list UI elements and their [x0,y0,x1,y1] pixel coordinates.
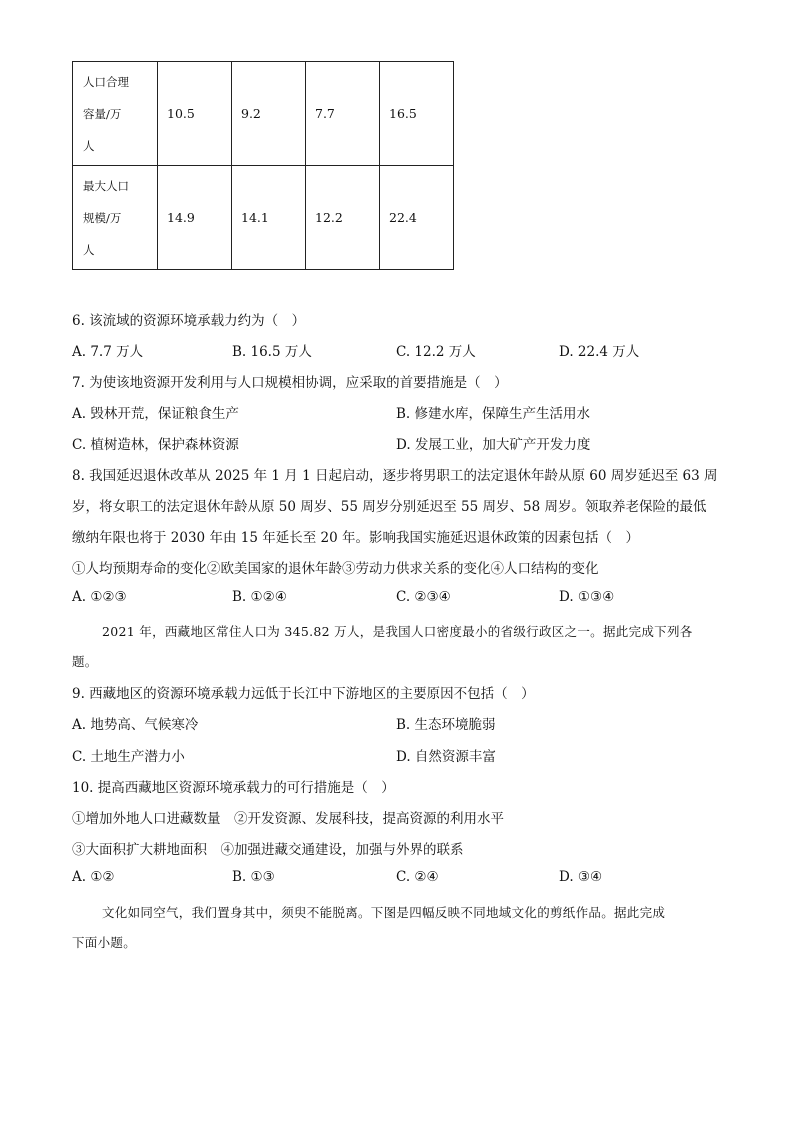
q8-option-d[interactable]: D. ①③④ [559,589,615,605]
q9-option-a[interactable]: A. 地势高、气候寒冷 [72,717,199,733]
table-cell: 10.5 [158,62,232,166]
q9-option-b[interactable]: B. 生态环境脆弱 [396,717,496,733]
q7-option-b[interactable]: B. 修建水库，保障生产生活用水 [396,406,591,422]
q10-option-b[interactable]: B. ①③ [232,869,275,885]
q8-option-c[interactable]: C. ②③④ [396,589,451,605]
table-row [73,166,454,270]
culture-intro-line-1: 文化如同空气，我们置身其中，须臾不能脱离。下图是四幅反映不同地域文化的剪纸作品。据此完成 [102,905,666,920]
q6-option-c[interactable]: C. 12.2 万人 [396,344,476,360]
table-cell: 12.2 [306,166,380,270]
q6-option-a[interactable]: A. 7.7 万人 [72,344,144,360]
q8-option-b[interactable]: B. ①②④ [232,589,287,605]
q7-option-c[interactable]: C. 植树造林，保护森林资源 [72,437,239,453]
q7-option-d[interactable]: D. 发展工业，加大矿产开发力度 [396,437,591,453]
row-label: 人口合理 容量/万 人 [73,62,158,166]
row-label: 最大人口 规模/万 人 [73,166,158,270]
question-8-stem-line-2: 岁，将女职工的法定退休年龄从原 50 周岁、55 周岁分别延迟至 55 周岁、58 周岁。领取养老保险的最低 [72,499,707,515]
question-10-choices-line-2: ③大面积扩大耕地面积 ④加强进藏交通建设，加强与外界的联系 [72,842,464,858]
table-cell: 9.2 [232,62,306,166]
q6-option-d[interactable]: D. 22.4 万人 [559,344,640,360]
question-8-stem-line-3: 缴纳年限也将于 2030 年由 15 年延长至 20 年。影响我国实施延迟退休政策的因素包括（ ） [72,530,639,546]
question-8-choices: ①人均预期寿命的变化②欧美国家的退休年龄③劳动力供求关系的变化④人口结构的变化 [72,561,599,577]
table-cell: 16.5 [380,62,454,166]
table-cell: 22.4 [380,166,454,270]
question-7-stem: 7. 为使该地资源开发利用与人口规模相协调，应采取的首要措施是（ ） [72,375,508,391]
table-row [73,62,454,166]
q9-option-d[interactable]: D. 自然资源丰富 [396,749,496,765]
question-9-stem: 9. 西藏地区的资源环境承载力远低于长江中下游地区的主要原因不包括（ ） [72,686,535,702]
table-cell: 14.1 [232,166,306,270]
q10-option-d[interactable]: D. ③④ [559,869,603,885]
q7-option-a[interactable]: A. 毁林开荒，保证粮食生产 [72,406,239,422]
q8-option-a[interactable]: A. ①②③ [72,589,127,605]
question-10-stem: 10. 提高西藏地区资源环境承载力的可行措施是（ ） [72,780,395,796]
table-cell: 14.9 [158,166,232,270]
question-8-stem-line-1: 8. 我国延迟退休改革从 2025 年 1 月 1 日起启动，逐步将男职工的法定退休年龄从原 60 周岁延迟至 63 周 [72,468,718,484]
q10-option-c[interactable]: C. ②④ [396,869,439,885]
table-cell: 7.7 [306,62,380,166]
question-6-stem: 6. 该流域的资源环境承载力约为（ ） [72,313,306,329]
q6-option-b[interactable]: B. 16.5 万人 [232,344,312,360]
question-10-choices-line-1: ①增加外地人口进藏数量 ②开发资源、发展科技，提高资源的利用水平 [72,811,504,827]
q9-option-c[interactable]: C. 土地生产潜力小 [72,749,185,765]
tibet-intro-line-2: 题。 [72,654,98,669]
culture-intro-line-2: 下面小题。 [72,935,137,950]
tibet-intro-line-1: 2021 年，西藏地区常住人口为 345.82 万人，是我国人口密度最小的省级行政区之一。据此完成下列各 [102,624,693,639]
population-table [72,61,454,270]
q10-option-a[interactable]: A. ①② [72,869,115,885]
